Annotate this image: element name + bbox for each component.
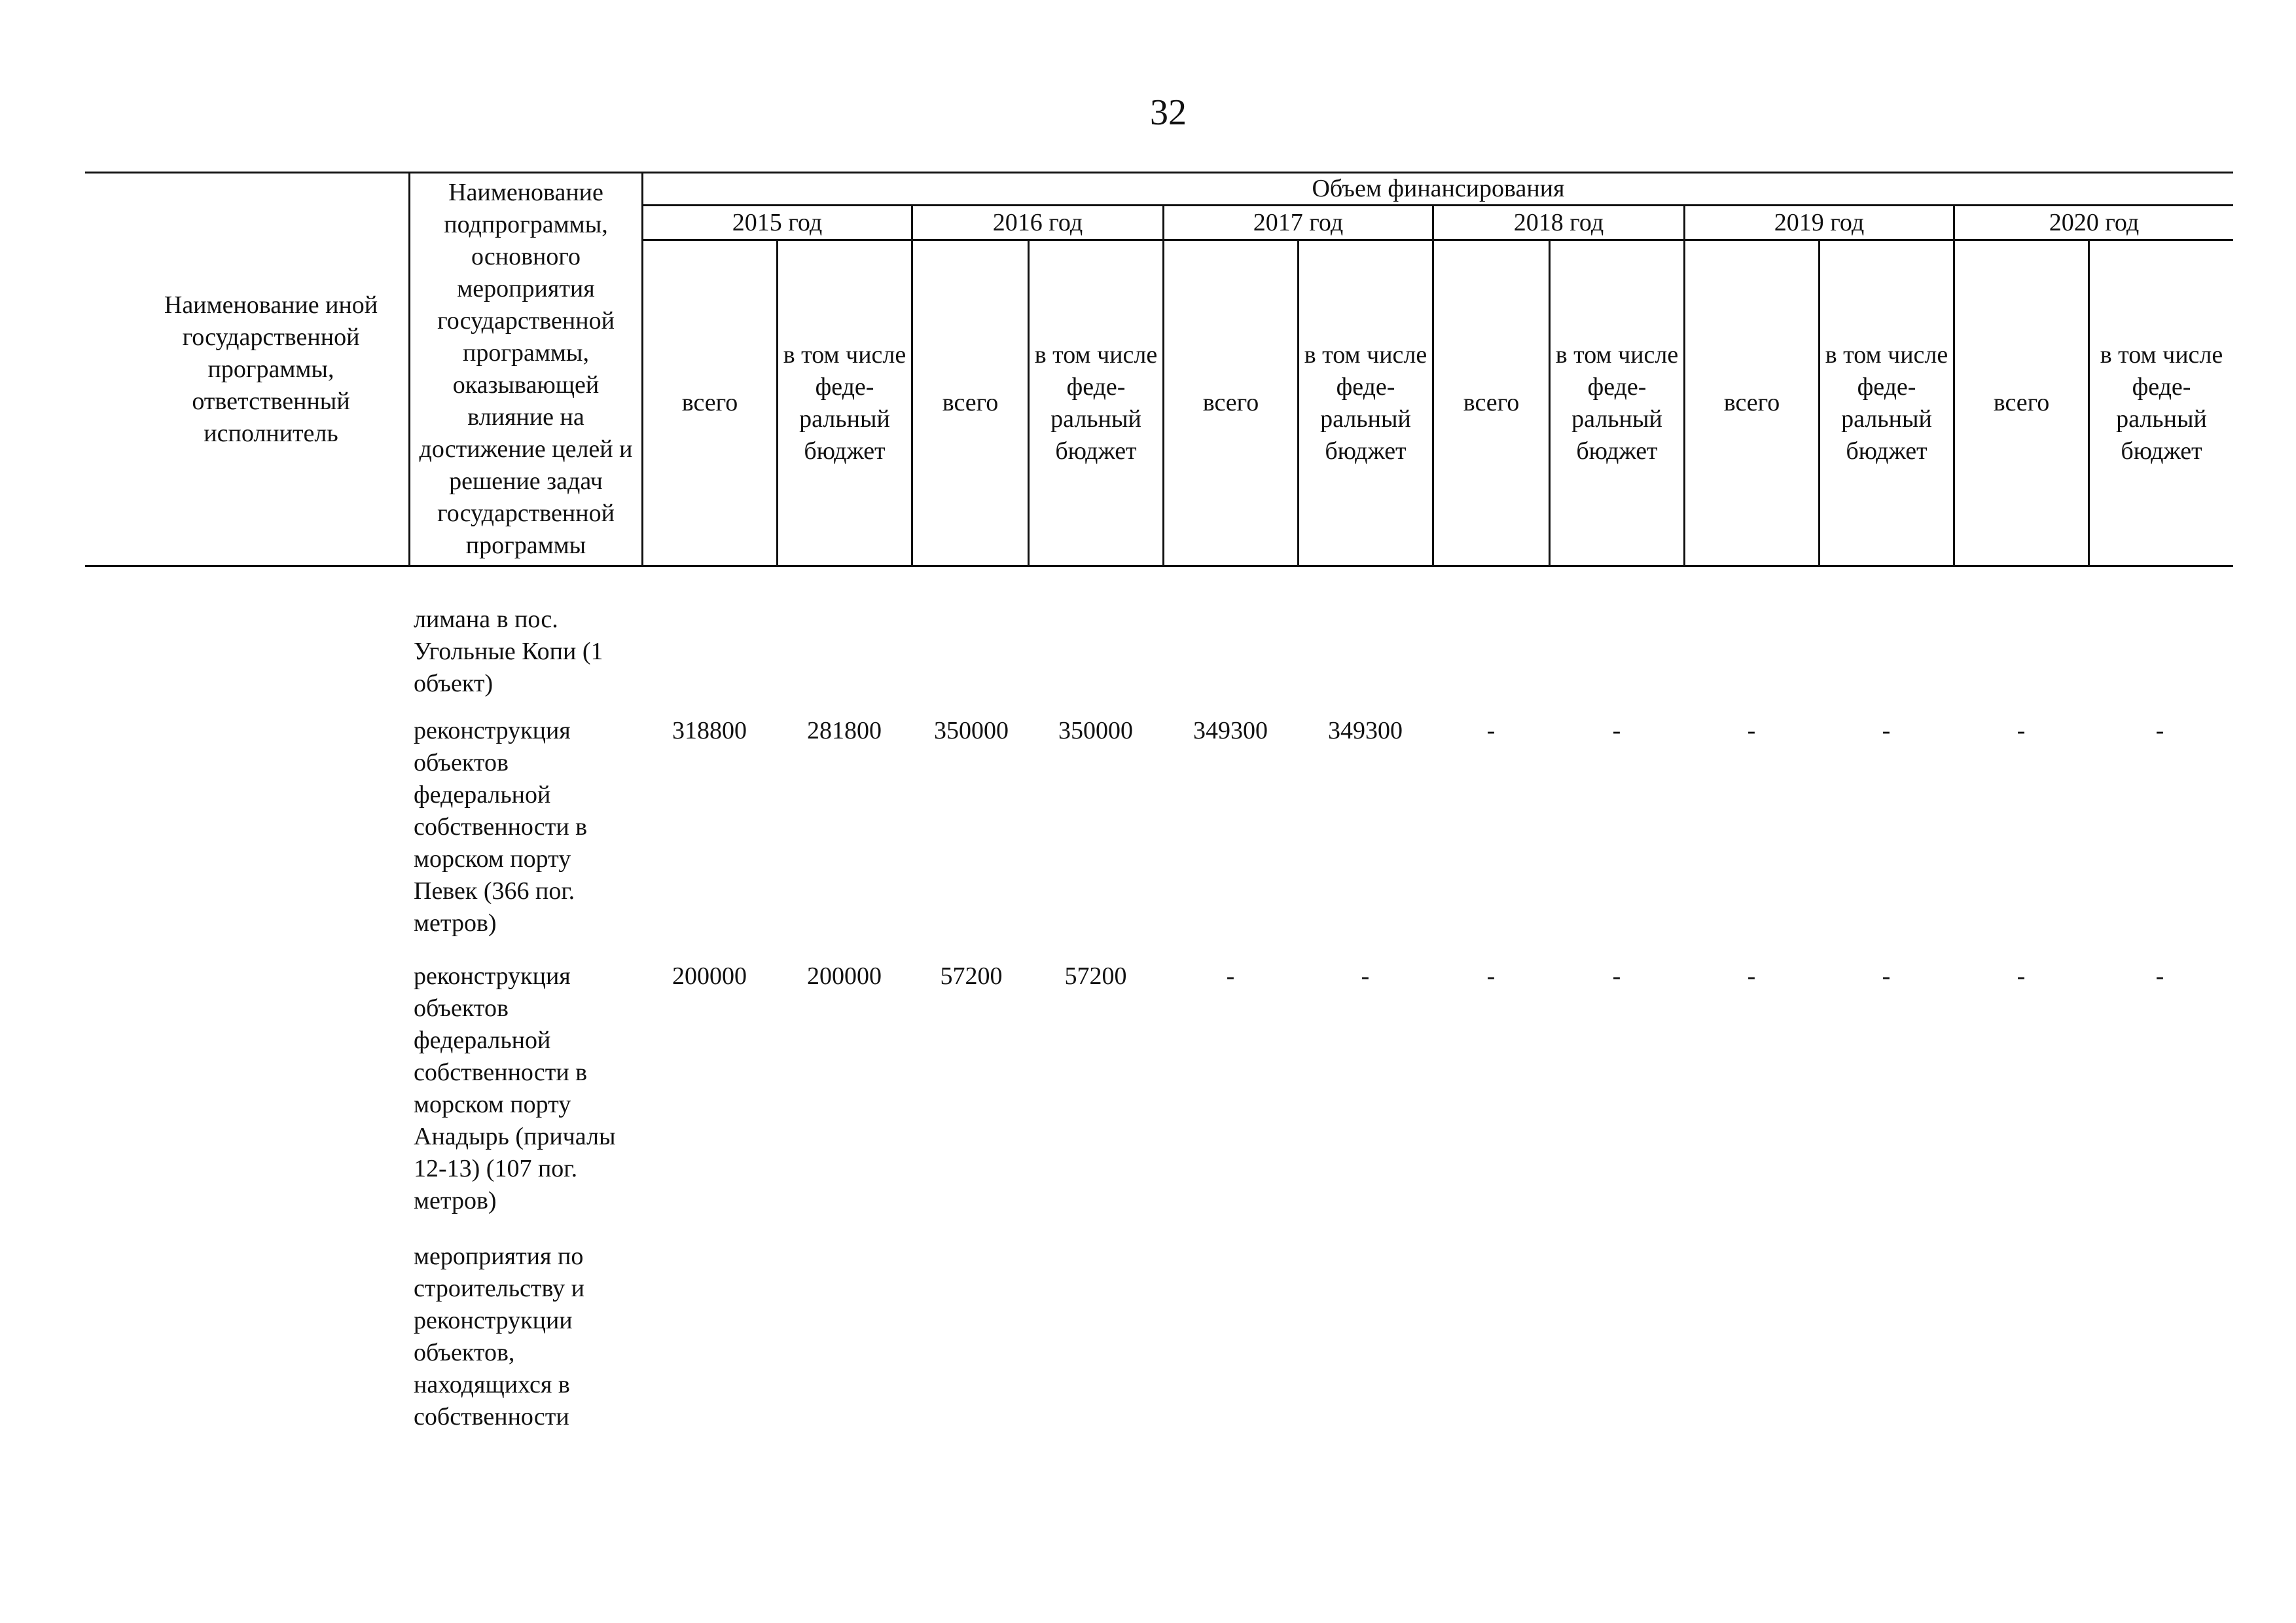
header-total: всего — [1463, 389, 1520, 416]
header-total: всего — [1993, 389, 2050, 416]
cell-value: - — [1486, 717, 1496, 744]
cell-value: - — [1612, 962, 1621, 990]
cell-value: - — [1226, 962, 1235, 990]
cell-value: 57200 — [1064, 962, 1127, 990]
header-year: 2018 год — [1513, 208, 1604, 236]
row-name: лимана в пос. Угольные Копи (1 объект) — [414, 606, 603, 697]
cell-value: 318800 — [672, 717, 747, 744]
header-federal: в том числе феде-ральный бюджет — [1304, 340, 1427, 465]
cell-value: 200000 — [807, 962, 882, 990]
cell-value: - — [2155, 717, 2164, 744]
row-name: реконструкция объектов федеральной собственности в морском порту Анадырь (причалы 12-13) (107 пог. метров) — [414, 962, 616, 1214]
page-number: 32 — [1150, 92, 1187, 133]
header-total: всего — [681, 389, 738, 416]
row-name: реконструкция объектов федеральной собственности в морском порту Певек (366 пог. метров) — [414, 717, 588, 937]
cell-value: 57200 — [940, 962, 1003, 990]
cell-value: - — [2017, 717, 2026, 744]
cell-value: 281800 — [807, 717, 882, 744]
header-year: 2015 год — [732, 208, 823, 236]
header-federal: в том числе феде-ральный бюджет — [1034, 340, 1158, 465]
cell-value: - — [1882, 962, 1891, 990]
cell-value: 350000 — [934, 717, 1009, 744]
header-program-name: Наименование иной государственной программы, ответственный исполнитель — [164, 291, 378, 447]
header-financing: Объем финансирования — [1312, 175, 1565, 202]
row-name: мероприятия по строительству и реконструкции объектов, находящихся в собственности — [414, 1243, 584, 1431]
header-total: всего — [942, 389, 999, 416]
header-year: 2019 год — [1774, 208, 1865, 236]
header-federal: в том числе феде-ральный бюджет — [2100, 340, 2223, 465]
header-federal: в том числе феде-ральный бюджет — [1825, 340, 1948, 465]
header-year: 2017 год — [1253, 208, 1344, 236]
cell-value: - — [1882, 717, 1891, 744]
cell-value: - — [2017, 962, 2026, 990]
cell-value: 349300 — [1193, 717, 1268, 744]
header-total: всего — [1202, 389, 1259, 416]
header-total: всего — [1723, 389, 1780, 416]
header-federal: в том числе феде-ральный бюджет — [1555, 340, 1679, 465]
cell-value: - — [1612, 717, 1621, 744]
cell-value: 350000 — [1058, 717, 1133, 744]
cell-value: 200000 — [672, 962, 747, 990]
cell-value: 349300 — [1328, 717, 1403, 744]
cell-value: - — [1747, 962, 1756, 990]
header-year: 2020 год — [2049, 208, 2140, 236]
header-bottom-line — [85, 565, 2233, 567]
header-year: 2016 год — [992, 208, 1083, 236]
cell-value: - — [1361, 962, 1370, 990]
cell-value: - — [2155, 962, 2164, 990]
header-federal: в том числе феде-ральный бюджет — [783, 340, 906, 465]
cell-value: - — [1747, 717, 1756, 744]
cell-value: - — [1486, 962, 1496, 990]
header-subprogram-name: Наименование подпрограммы, основного мероприятия государственной программы, оказывающей влияние на достижение целей и решение задач государственной программы — [419, 179, 633, 559]
